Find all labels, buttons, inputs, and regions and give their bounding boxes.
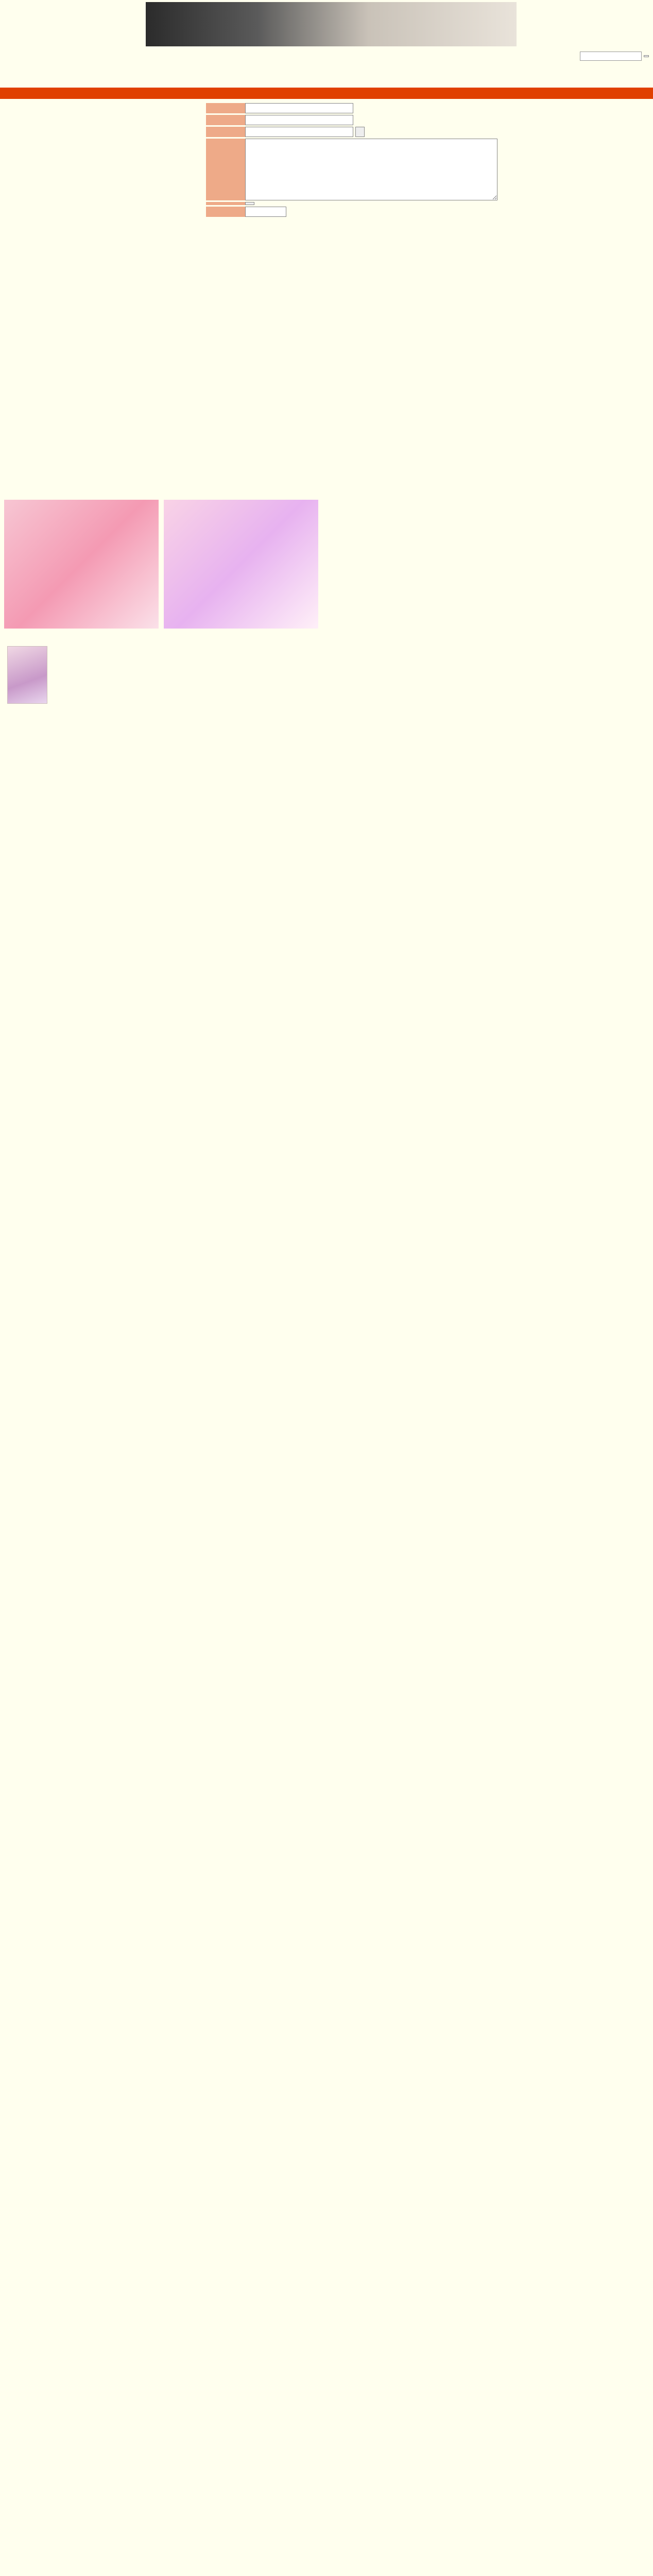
search-input[interactable] [580,52,642,61]
ad-banner-1[interactable] [4,500,159,629]
file-label [206,202,245,205]
name-label [206,103,245,113]
header-search [580,52,651,61]
submit-button[interactable] [355,127,365,137]
reply-form [206,103,497,218]
mode-bar [0,88,653,99]
name-field[interactable] [245,103,353,113]
email-label [206,115,245,125]
delkey-label [206,207,245,217]
choose-file-button[interactable] [245,202,254,205]
top-banner-ad[interactable] [146,2,517,46]
ad-banner-2[interactable] [164,500,318,629]
search-button[interactable] [644,55,649,57]
op-thumbnail[interactable] [7,646,47,704]
subject-field[interactable] [245,127,353,137]
email-field[interactable] [245,115,353,125]
form-notes [216,247,474,249]
comment-label [206,139,245,200]
delkey-field[interactable] [245,207,286,217]
subject-label [206,127,245,137]
comment-field[interactable] [245,139,497,200]
